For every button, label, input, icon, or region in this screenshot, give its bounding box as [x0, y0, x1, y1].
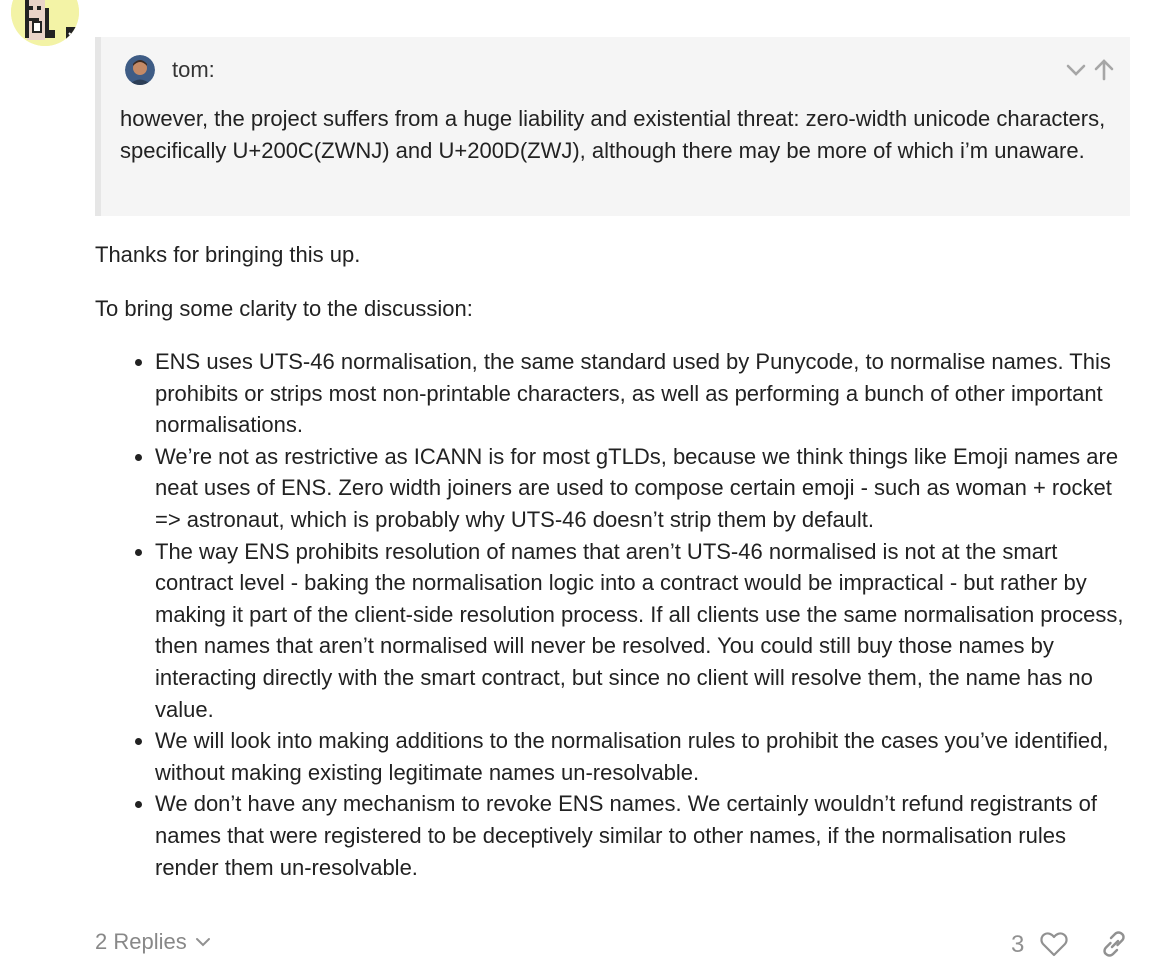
quote-username[interactable]: tom: — [172, 57, 215, 82]
post-lead: To bring some clarity to the discussion: — [95, 296, 473, 321]
list-item: • We’re not as restrictive as ICANN is for most gTLDs, because we think things like Emoji names are neat uses of ENS. Zero width joiners are used to compose certain emoji - such as woman + rocket => astronaut, which is probably why UTS-46 doesn’t strip them by default. — [155, 441, 1135, 536]
pixel-character-avatar-icon — [11, 0, 79, 46]
quote-text: however, the project suffers from a huge liability and existential threat: zero-width unicode characters, specifically U+200C(ZWNJ) and U+200D(ZWJ), although there may be more of which i’m unaware. — [120, 106, 1106, 163]
post-author-header-cropped — [95, 0, 295, 4]
quote-expand-button[interactable] — [1065, 59, 1087, 81]
link-icon — [1100, 931, 1128, 957]
heart-icon — [1040, 931, 1068, 957]
list-item: • We will look into making additions to the normalisation rules to prohibit the cases you’ve identified, without making existing legitimate names un-resolvable. — [155, 725, 1135, 788]
list-item: • The way ENS prohibits resolution of names that aren’t UTS-46 normalised is not at the smart contract level - baking the normalisation logic into a contract would be impractical - but rather by making it part of the client-side resolution process. If all clients use the same normalisation process, then names that aren’t normalised will never be resolved. You could still buy those names by interacting directly with the smart contract, but since no client will resolve them, the name has no value. — [155, 536, 1135, 726]
list-item: • We don’t have any mechanism to revoke ENS names. We certainly wouldn’t refund registrants of names that were registered to be deceptively similar to other names, if the normalisation rules render them un-resolvable. — [155, 788, 1135, 883]
post-bullet-list — [95, 346, 1135, 883]
replies-label: 2 Replies — [95, 929, 187, 954]
author-avatar[interactable] — [11, 0, 79, 46]
list-item: • ENS uses UTS-46 normalisation, the same standard used by Punycode, to normalise names. This prohibits or strips most non-printable characters, as well as performing a bunch of other important normalisations. — [155, 346, 1135, 441]
quoted-reply — [95, 37, 1130, 216]
chevron-down-icon — [1065, 59, 1087, 81]
quote-jump-button[interactable] — [1093, 59, 1115, 81]
post-intro: Thanks for bringing this up. — [95, 242, 361, 267]
user-photo-avatar-icon — [125, 55, 155, 85]
chevron-down-icon — [195, 934, 211, 950]
arrow-up-icon — [1093, 59, 1115, 81]
quote-avatar[interactable] — [125, 55, 155, 85]
like-button[interactable] — [1040, 931, 1068, 962]
like-count: 3 — [1011, 931, 1025, 958]
post-date-cropped — [1065, 0, 1125, 4]
copy-link-button[interactable] — [1100, 931, 1128, 962]
replies-toggle-button[interactable] — [95, 929, 211, 955]
